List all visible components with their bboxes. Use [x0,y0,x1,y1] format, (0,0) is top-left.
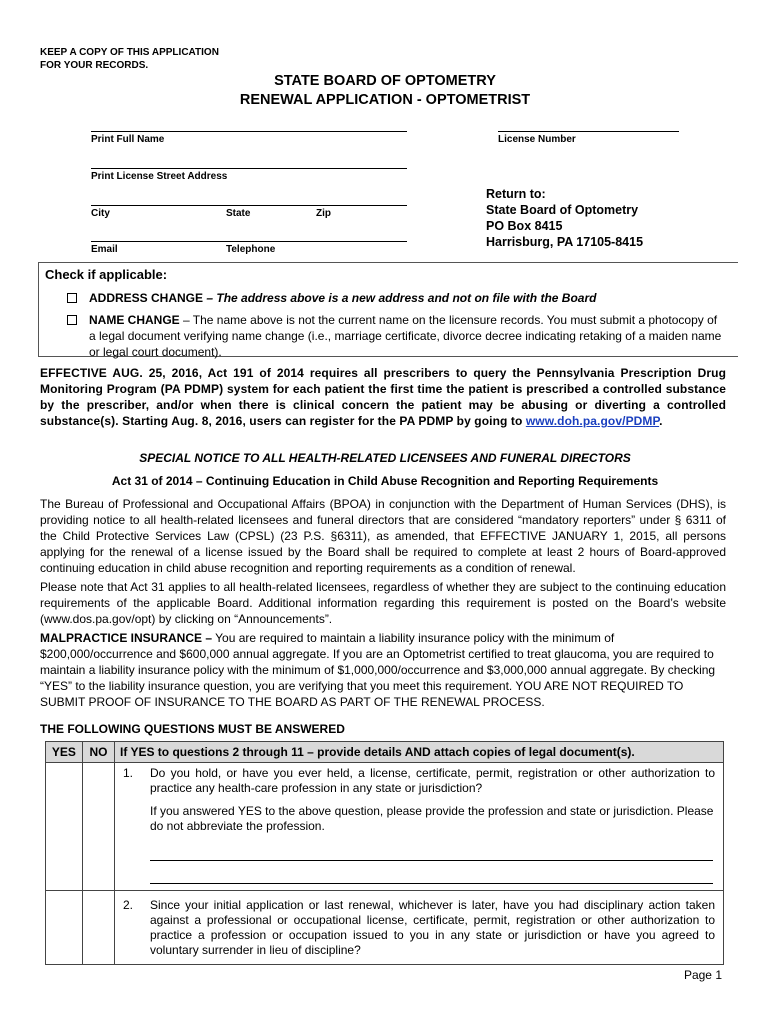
license-number-field[interactable] [498,131,679,132]
table-row [46,891,724,965]
malpractice-paragraph: MALPRACTICE INSURANCE – You are required to maintain a liability insurance policy with the minimum of $200,000/occurrence and $600,000 annual aggregate. If you are an Optometrist certified to treat glaucoma, you are required to maintain a liability insurance policy with the minimum of $1,000,000/occurrence and $3,000,000 annual aggregate. By checking “YES” to the liability insurance question, you are verifying that you meet this requirement. YOU ARE NOT REQUIRED TO SUBMIT PROOF OF INSURANCE TO THE BOARD AS PART OF THE RENEWAL PROCESS. [40,631,716,709]
city-label: City [91,208,110,219]
act31-heading: Act 31 of 2014 – Continuing Education in Child Abuse Recognition and Reporting Requirements [111,474,659,488]
question-2: 2. Since your initial application or last renewal, whichever is later, have you had disciplinary action taken against a professional or occupational license, certificate, permit, registration or other authorization to practice a profession or occupation issued to you in any state or jurisdiction or have you agreed to voluntary surrender in lieu of discipline? [115,891,724,965]
no-column-header: NO [82,742,114,763]
q1-yes-cell[interactable] [46,763,83,891]
q2-yes-cell[interactable] [46,891,83,965]
street-address-label: Print License Street Address [91,171,228,182]
address-change-option: ADDRESS CHANGE – The address above is a new address and not on file with the Board [67,290,727,306]
q1-answer-line[interactable] [150,860,713,861]
questions-table [45,741,724,965]
questions-heading: THE FOLLOWING QUESTIONS MUST BE ANSWERED [40,722,345,736]
zip-label: Zip [316,208,331,219]
state-label: State [226,208,251,219]
address-change-checkbox[interactable] [67,293,77,303]
city-state-zip-field[interactable] [91,205,407,206]
telephone-label: Telephone [226,244,276,255]
keep-copy-notice: KEEP A COPY OF THIS APPLICATION FOR YOUR RECORDS. [40,47,219,71]
pdmp-link[interactable]: www.doh.pa.gov/PDMP [525,414,660,428]
bpoa-paragraph: The Bureau of Professional and Occupational Affairs (BPOA) in conjunction with the Department of Human Services (DHS), is providing notice to all health-related licensees and funeral directors that are considered “mandatory reporters” under § 6311 of the Child Protective Services Law (CPSL) (23 P.S. §6311), as amended, that EFFECTIVE JANUARY 1, 2015, all persons applying for the renewal of a license issued by the Board shall be required to complete at least 2 hours of Board-approved continuing education in child abuse recognition and reporting requirements as a condition of renewal. [40,497,726,575]
check-heading: Check if applicable: [45,267,168,282]
street-address-field[interactable] [91,168,407,169]
check-if-applicable-box [38,262,738,357]
pdmp-notice: EFFECTIVE AUG. 25, 2016, Act 191 of 2014 requires all prescribers to query the Pennsylvania Prescription Drug Monitoring Program (PA PDMP) system for each patient the first time the patient is prescribed a controlled substance by the prescriber, and/or when there is clinical concern the patient may be abusing or diverting a controlled substance(s). Starting Aug. 8, 2016, users can register for the PA PDMP by going to www.doh.pa.gov/PDMP. [40,366,726,428]
table-row [46,763,724,891]
question-1: 1. Do you hold, or have you ever held, a license, certificate, permit, registration or other authorization to practice any health-care profession in any state or jurisdiction? If you answered YES to the above question, please provide the profession and state or jurisdiction. Please do not abbreviate the profession. [115,763,724,891]
q1-followup: If you answered YES to the above question, please provide the profession and state or jurisdiction. Please do not abbreviate the profession. [150,804,714,833]
full-name-field[interactable] [91,131,407,132]
page-number: Page 1 [683,968,722,982]
q1-answer-line[interactable] [150,883,713,884]
email-label: Email [91,244,118,255]
q2-no-cell[interactable] [82,891,114,965]
email-telephone-field[interactable] [91,241,407,242]
yes-column-header: YES [46,742,83,763]
q1-no-cell[interactable] [82,763,114,891]
special-notice-heading: SPECIAL NOTICE TO ALL HEALTH-RELATED LICENSEES AND FUNERAL DIRECTORS [139,451,631,465]
table-header-row [46,742,724,763]
name-change-option: NAME CHANGE – The name above is not the current name on the licensure records. You must submit a photocopy of a legal document verifying name change (i.e., marriage certificate, divorce decree indicating retaking of a maiden name or legal court document). [67,312,727,360]
instructions-header: If YES to questions 2 through 11 – provide details AND attach copies of legal document(s). [115,742,724,763]
page-title: STATE BOARD OF OPTOMETRY RENEWAL APPLICATION - OPTOMETRIST [239,73,531,108]
act31-paragraph: Please note that Act 31 applies to all health-related licensees, regardless of whether they are subject to the continuing education requirements of the applicable Board. Additional information regarding this requirement is posted on the Board’s website (www.dos.pa.gov/opt) by clicking on “Announcements”. [40,580,726,626]
license-number-label: License Number [498,134,576,145]
return-address: Return to: State Board of Optometry PO Box 8415 Harrisburg, PA 17105-8415 [486,187,644,249]
name-change-checkbox[interactable] [67,315,77,325]
full-name-label: Print Full Name [91,134,165,145]
